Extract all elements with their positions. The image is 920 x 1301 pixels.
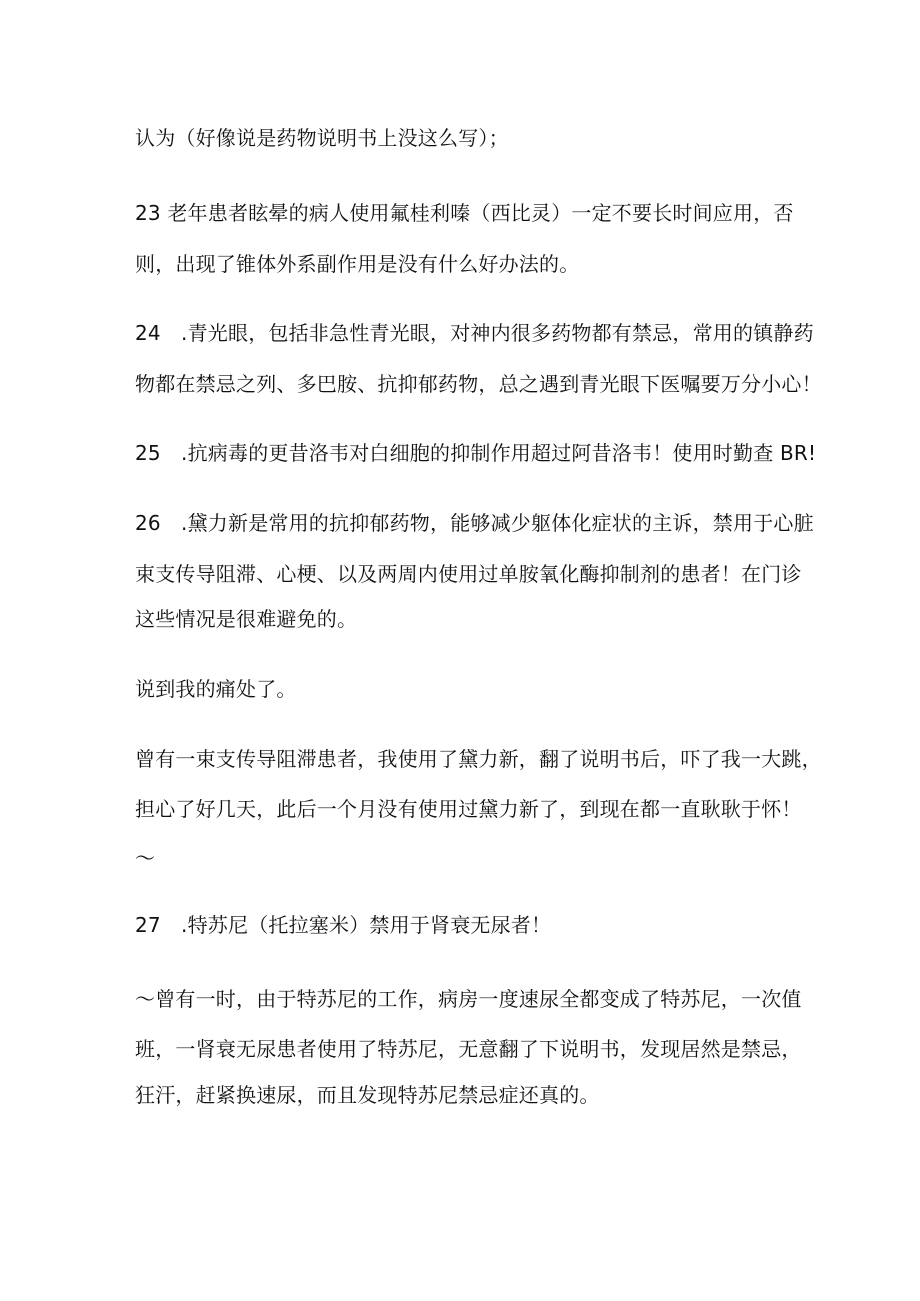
text-line: 25 .抗病毒的更昔洛韦对白细胞的抑制作用超过阿昔洛韦！使用时勤查 BR! xyxy=(135,441,817,465)
text-line: ～ xyxy=(135,846,156,870)
text-line: 物都在禁忌之列、多巴胺、抗抑郁药物，总之遇到青光眼下医嘱要万分小心！ xyxy=(135,372,822,396)
text-line: 24 .青光眼，包括非急性青光眼，对神内很多药物都有禁忌，常用的镇静药 xyxy=(135,321,814,345)
text-line: 认为（好像说是药物说明书上没这么写）； xyxy=(135,126,509,150)
text-line: 则，出现了锥体外系副作用是没有什么好办法的。 xyxy=(135,252,580,276)
text-line: ～曾有一时，由于特苏尼的工作，病房一度速尿全都变成了特苏尼，一次值 xyxy=(135,987,802,1011)
text-line: 27 .特苏尼（托拉塞米）禁用于肾衰无尿者！ xyxy=(135,913,552,937)
text-line: 23 老年患者眩晕的病人使用氟桂利嗪（西比灵）一定不要长时间应用，否 xyxy=(135,201,794,225)
text-line: 担心了好几天，此后一个月没有使用过黛力新了，到现在都一直耿耿于怀！ xyxy=(135,797,802,821)
text-line: 狂汗，赶紧换速尿，而且发现特苏尼禁忌症还真的。 xyxy=(135,1083,600,1107)
text-line: 曾有一束支传导阻滞患者，我使用了黛力新，翻了说明书后，吓了我一大跳， xyxy=(135,747,822,771)
text-line: 班，一肾衰无尿患者使用了特苏尼，无意翻了下说明书，发现居然是禁忌， xyxy=(135,1037,802,1061)
text-line: 26 .黛力新是常用的抗抑郁药物，能够减少躯体化症状的主诉，禁用于心脏 xyxy=(135,511,814,535)
text-line: 这些情况是很难避免的。 xyxy=(135,607,358,631)
text-line: 束支传导阻滞、心梗、以及两周内使用过单胺氧化酶抑制剂的患者！在门诊 xyxy=(135,562,802,586)
text-line: 说到我的痛处了。 xyxy=(135,677,297,701)
